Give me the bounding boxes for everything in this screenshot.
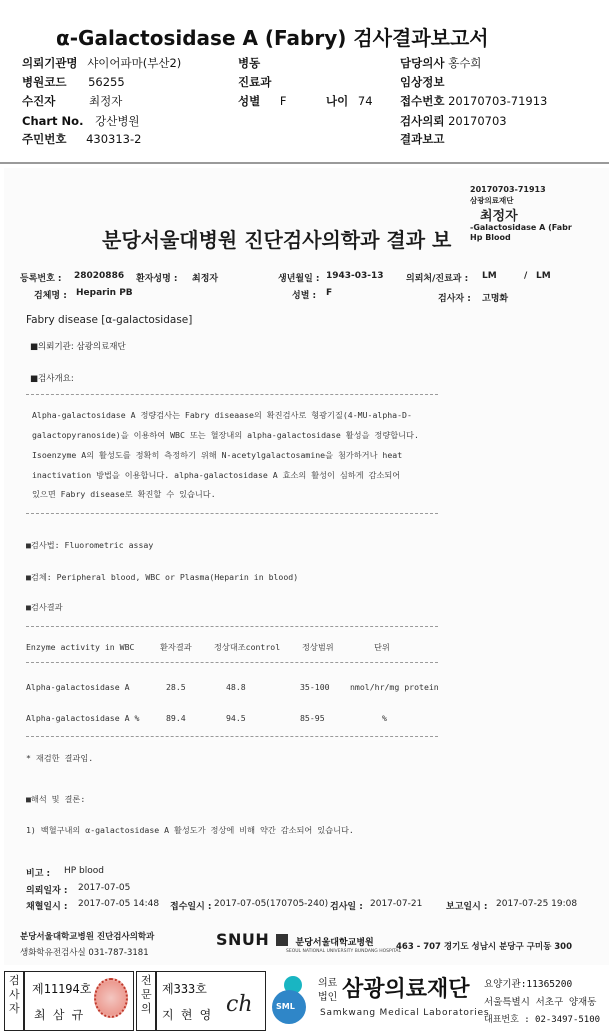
field-dept [238,73,271,91]
section-title: Fabry disease [α-galactosidase] [26,314,193,326]
field-label: 수진자 [22,94,56,108]
field-req-org [22,54,181,72]
req-dept: LM [482,271,497,281]
tester: 고명화 [482,294,509,304]
hospital-name: 분당서울대학교병원 진단검사의학과 [20,932,155,942]
corp-code: 요양기관:11365200 [484,979,573,990]
specialist-license: 제333호 [162,982,207,996]
sex-label: 성별 : [292,291,317,301]
field-label: 접수번호 [400,94,445,108]
corp-label-bottom: 법인 [318,992,338,1003]
field-label: 담당의사 [400,56,445,70]
table-cell: 48.8 [226,682,246,692]
overview-line: galactopyranoside)을 이용하여 WBC 또는 혈장내의 alpha-galactosidase 활성을 정량합니다. [32,430,419,440]
method-line: ■검사법: Fluorometric assay [26,540,154,550]
field-value: 430313-2 [86,132,142,146]
corp-name: 삼광의료재단 [342,977,470,1002]
page-title: α-Galactosidase A (Fabry) 검사결과보고서 [56,26,489,50]
field-hosp-code [22,73,125,91]
snuh-logo-mark [276,934,288,946]
field-age [326,92,373,110]
table-header: 정상범위 [302,642,334,652]
field-test-req [400,112,507,130]
specialist-label-text: 전문의 [141,974,152,1015]
divider [26,662,438,663]
field-value: 20170703 [448,114,507,128]
remark: HP blood [64,866,104,876]
corner-id: 20170703-71913 [470,185,546,194]
req-org-line: ■의뢰기관: 삼광의료재단 [30,342,126,352]
sex: F [326,288,333,298]
snuh-name: 분당서울대학교병원 [295,938,374,948]
field-clinical [400,73,444,91]
report-date-label: 보고일시 : [446,902,488,912]
hospital-phone: 생화학유전검사실 031-787-3181 [20,948,149,958]
snuh-logo-text: SNUH [216,930,270,949]
req-dept-label: 의뢰처/진료과 : [406,274,469,284]
overview-line: 있으면 Fabry disease로 확진할 수 있습니다. [32,489,216,499]
overview-line: inactivation 방법을 이용합니다. alpha-galactosidase A 효소의 활성이 심하게 감소되어 [32,470,401,480]
corp-address: 서울특별시 서초구 양재동 [484,997,597,1008]
overview-label: ■검사개요: [30,374,74,384]
tester-label: 검사자 : [438,294,471,304]
test-date-label: 검사일 : [330,902,363,912]
specimen: Heparin PB [76,288,133,298]
table-header: Enzyme activity in WBC [26,642,135,652]
req-date: 2017-07-05 [78,883,131,893]
field-label: 병동 [238,56,261,70]
result-label: ■검사결과 [26,602,63,612]
field-value: 20170703-71913 [448,94,548,108]
field-label: 병원코드 [22,75,67,89]
field-value: 74 [357,94,373,108]
draw: 2017-07-05 14:48 [78,899,160,909]
req-dept-sep: / [524,271,528,281]
field-value: 샤이어파마(부산2) [87,56,182,70]
table-header: 환자결과 [160,642,192,652]
reg-no: 28020886 [74,271,125,281]
specimen-line: ■검체: Peripheral blood, WBC or Plasma(Heparin in blood) [26,572,299,582]
field-label: 주민번호 [22,132,67,146]
table-cell: 85-95 [300,713,325,723]
table-cell: nmol/hr/mg protein [350,682,439,692]
field-label: Chart No. [22,114,84,128]
tester-seal [94,978,128,1018]
interp-label: ■해석 및 결론: [26,794,86,804]
field-label: 임상정보 [400,75,445,89]
divider [26,513,438,514]
snuh-sub: SEOUL NATIONAL UNIVERSITY BUNDANG HOSPITAL [286,949,402,954]
specimen-label: 검체명 : [34,291,67,301]
field-label: 성별 [238,94,261,108]
table-cell: % [382,713,387,723]
field-result-report [400,130,444,148]
req-date-label: 의뢰일자 : [26,886,68,896]
table-cell: Alpha-galactosidase A [26,682,130,692]
table-cell: 35-100 [300,682,330,692]
specialist-name: 지 현 영 [162,1008,212,1022]
field-label: 검사의뢰 [400,114,445,128]
divider [26,736,438,737]
overview-line: Isoenzyme A의 활성도를 정확히 측정하기 위해 N-acetylgalactosamine을 첨가하거나 heat [32,450,403,460]
field-sex [238,92,287,110]
field-value: 56255 [88,75,125,89]
dob: 1943-03-13 [326,271,384,281]
field-value: 최정자 [88,94,123,108]
draw-label: 채혈일시 : [26,902,68,912]
field-chart-no [22,112,140,130]
recv: 2017-07-05(170705-240) [214,899,329,909]
corp-phone: 대표번호 : 02-3497-5100 [484,1015,601,1025]
remark-label: 비고 : [26,869,51,879]
table-header: 단위 [374,642,390,652]
field-label: 의뢰기관명 [22,56,78,70]
field-value: 홍수희 [448,56,482,70]
patient-label: 환자성명 : [136,274,178,284]
signature-footer [0,968,609,1036]
corner-org: 삼광의료재단 [470,196,514,205]
sml-logo [272,976,312,1026]
table-header: 정상대조control [214,642,281,652]
req-dept-2: LM [536,271,551,281]
field-rrn [22,130,141,148]
field-value: 강산병원 [95,114,140,128]
corp-label-top: 의료 [318,978,338,989]
scanned-report [4,168,609,965]
report-title: 분당서울대병원 진단검사의학과 결과 보 [102,228,452,252]
field-doctor [400,54,481,72]
table-cell: Alpha-galactosidase A % [26,713,140,723]
sml-logo-text: SML [276,1002,295,1011]
interp-line: 1) 백혈구내의 α-galactosidase A 활성도가 정상에 비해 약간 감소되어 있습니다. [26,825,354,835]
corp-english: Samkwang Medical Laboratories [320,1008,490,1018]
table-cell: 28.5 [166,682,186,692]
divider [26,394,438,395]
tester-box-label [4,971,24,1031]
retest-note: * 재검한 결과임. [26,753,94,763]
corner-sample: Hp Blood [470,233,511,242]
patient-name: 최정자 [192,274,219,284]
field-ward [238,54,260,72]
tester-label-text: 검사자 [9,974,20,1015]
divider [26,626,438,627]
corner-test: -Galactosidase A (Fabr [470,223,572,232]
field-value: F [279,94,287,108]
field-collector [22,92,122,110]
corner-name: 최정자 [480,209,518,224]
signature: ch [226,992,253,1017]
test-date: 2017-07-21 [370,899,423,909]
table-cell: 89.4 [166,713,186,723]
field-label: 결과보고 [400,132,445,146]
tester-license: 제11194호 [32,982,92,996]
snuh-logo [216,930,401,954]
field-label: 진료과 [238,75,272,89]
report-header [0,0,609,165]
hospital-address: 463 - 707 경기도 성남시 분당구 구미동 300 [396,942,573,952]
recv-label: 접수일시 : [170,902,212,912]
tester-name: 최 삼 규 [34,1008,84,1022]
reg-no-label: 등록번호 : [20,274,62,284]
overview-line: Alpha-galactosidase A 정량검사는 Fabry diseaase의 확진검사로 형광기질(4-MU-alpha-D- [32,410,412,420]
field-label: 나이 [326,94,349,108]
header-divider [0,162,609,164]
specialist-box-label [136,971,156,1031]
dob-label: 생년월일 : [278,274,320,284]
table-cell: 94.5 [226,713,246,723]
report-date: 2017-07-25 19:08 [496,899,578,909]
field-receipt-no [400,92,547,110]
